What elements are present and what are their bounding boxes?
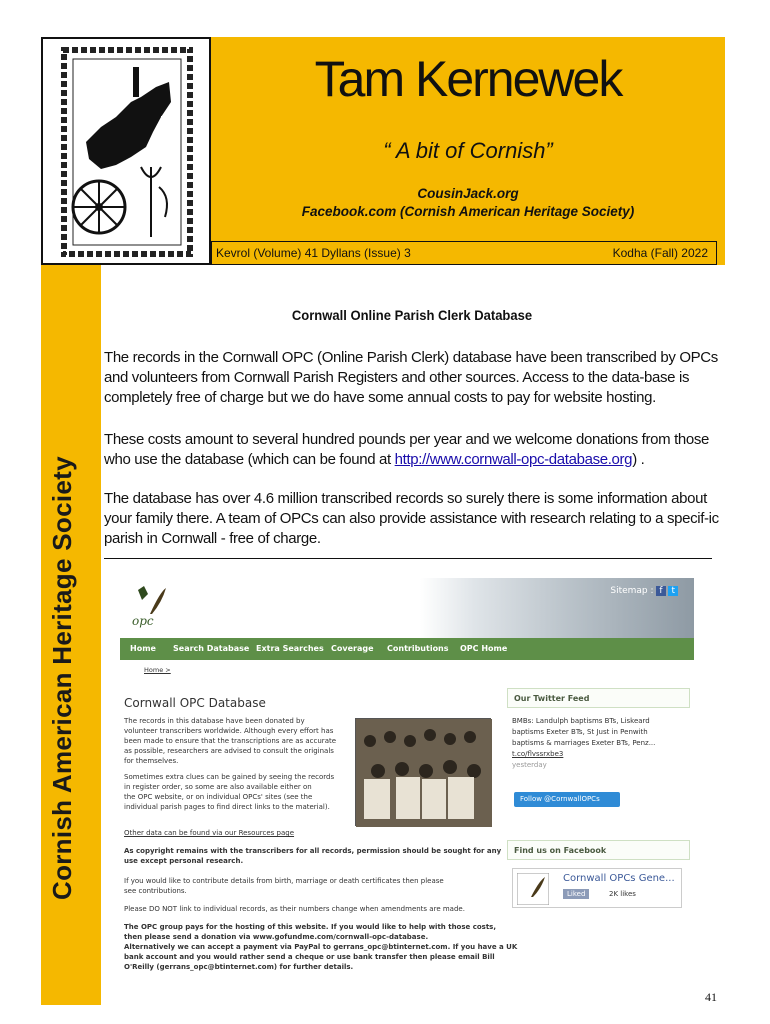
facebook-heading: Find us on Facebook bbox=[507, 840, 690, 860]
paragraph-text: ) . bbox=[632, 451, 645, 468]
site-nav-bar bbox=[120, 638, 694, 660]
liked-button[interactable]: Liked bbox=[563, 889, 589, 899]
intro-text: The records in this database have been donated by volunteer transcribers worldwide. Although every effort has been made to ensure that the transcriptions are as accurate as possible, researchers are advised to consult the originals for themselves. bbox=[124, 717, 337, 765]
resources-link[interactable]: Other data can be found via our Resources page bbox=[124, 829, 295, 837]
newsletter-subtitle: “ A bit of Cornish” bbox=[383, 138, 553, 163]
paragraph-text: These costs amount to several hundred pounds per year and we welcome donations from those who use the database (which can be found at bbox=[104, 431, 710, 468]
follow-twitter-button[interactable]: Follow @CornwallOPCs bbox=[514, 792, 620, 807]
issue-bar bbox=[211, 241, 717, 265]
opc-logo-text: opc bbox=[132, 614, 154, 628]
historic-group-photo bbox=[355, 718, 491, 826]
nav-search-database[interactable]: Search Database bbox=[173, 644, 250, 653]
nav-extra-searches[interactable]: Extra Searches bbox=[256, 644, 324, 653]
article-paragraph-3: The database has over 4.6 million transcribed records so surely there is some information about your family there. A team of OPCs can also provide assistance with research relating to a specif-ic parish in Cornwall - free of charge. bbox=[104, 490, 719, 547]
nav-opc-home[interactable]: OPC Home bbox=[460, 644, 508, 653]
side-banner-text: Cornish American Heritage Society bbox=[47, 456, 77, 900]
volume-issue: Kevrol (Volume) 41 Dyllans (Issue) 3 bbox=[216, 246, 411, 260]
twitter-feed-heading: Our Twitter Feed bbox=[507, 688, 690, 708]
database-link[interactable]: http://www.cornwall-opc-database.org bbox=[394, 451, 633, 468]
tweet-link[interactable]: t.co/flvssrxbe3 bbox=[512, 750, 564, 758]
hosting-text: The OPC group pays for the hosting of this website. If you would like to help with those costs, then please send a donation via www.gofundme.com/cornwall-opc-database. Alternatively we can accept a payment via PayPal to gerrans_opc@btinternet.com. If you have a UK bank account and you would rather send a cheque or use bank transfer then please email Bill O'Reilly (gerrans_opc@btinternet.com) for further details. bbox=[124, 923, 518, 971]
clues-text: Sometimes extra clues can be gained by seeing the records in register order, so some are also available either on the OPC website, or on individual OPCs' sites (see the individual parish pages to find direct links to the material). bbox=[124, 773, 335, 811]
facebook-line: Facebook.com (Cornish American Heritage Society) bbox=[301, 204, 635, 219]
divider bbox=[104, 558, 712, 559]
nav-coverage[interactable]: Coverage bbox=[331, 644, 374, 653]
website-line: CousinJack.org bbox=[417, 186, 519, 201]
breadcrumb[interactable]: Home > bbox=[144, 666, 171, 674]
nav-contributions[interactable]: Contributions bbox=[387, 644, 449, 653]
sitemap-link[interactable]: Sitemap : f t bbox=[610, 586, 678, 596]
twitter-icon[interactable]: t bbox=[668, 586, 678, 596]
tweet: BMBs: Landulph baptisms BTs, Liskeard baptisms Exeter BTs, St Just in Penwith baptisms & marriages Exeter BTs, Penz... t.co/flvssrxbe3 yesterday bbox=[512, 716, 690, 771]
nav-home[interactable]: Home bbox=[130, 644, 156, 653]
facebook-icon[interactable]: f bbox=[656, 586, 665, 596]
article-paragraph-2 bbox=[104, 430, 722, 470]
contribute-text: If you would like to contribute details from birth, marriage or death certificates then please see contributions. bbox=[124, 877, 444, 895]
copyright-notice: As copyright remains with the transcribers for all records, permission should be sought for any use except personal research. bbox=[124, 847, 502, 865]
like-count: 2K likes bbox=[609, 890, 636, 898]
newsletter-title: Tam Kernewek bbox=[314, 51, 622, 107]
article-title: Cornwall Online Parish Clerk Database bbox=[291, 307, 533, 323]
article-paragraph-1: The records in the Cornwall OPC (Online Parish Clerk) database have been transcribed by OPCs and volunteers from Cornwall Parish Registers and other sources. Access to the data-base is completely free of charge but we do have some annual costs to pay for website hosting. bbox=[104, 349, 718, 406]
page-number: 41 bbox=[705, 990, 717, 1004]
society-logo-box bbox=[41, 37, 211, 265]
db-title: Cornwall OPC Database bbox=[124, 696, 266, 710]
season-year: Kodha (Fall) 2022 bbox=[612, 246, 708, 260]
website-screenshot bbox=[120, 578, 694, 978]
opc-page-icon bbox=[517, 873, 549, 905]
no-link-notice: Please DO NOT link to individual records, as their numbers change when amendments are made. bbox=[124, 905, 465, 913]
facebook-widget bbox=[512, 868, 682, 908]
cornish-knotwork-logo bbox=[61, 47, 193, 257]
facebook-page-name[interactable]: Cornwall OPCs Gene... bbox=[563, 873, 675, 884]
